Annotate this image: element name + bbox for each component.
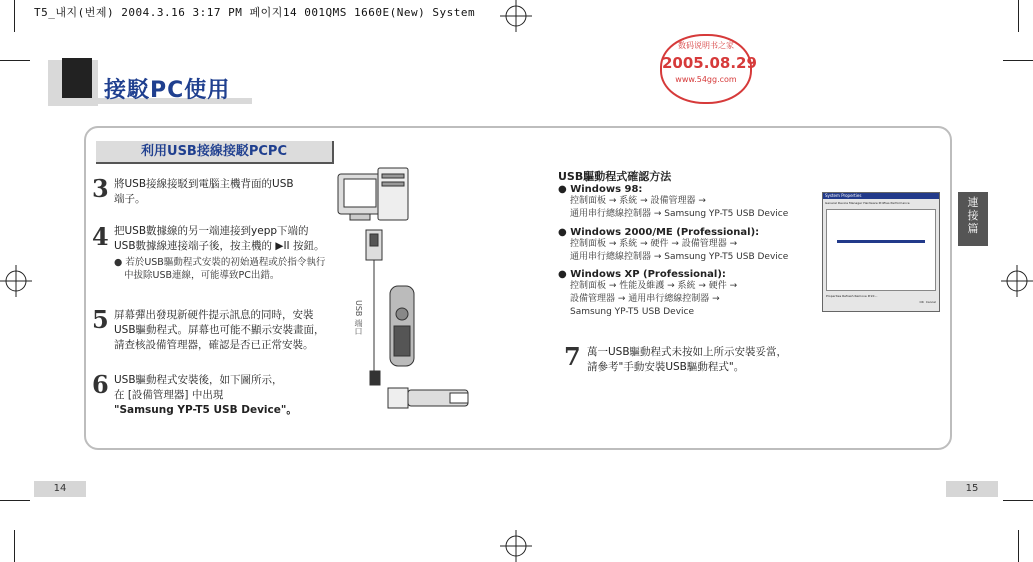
dialog-tab-device-manager: Device Manager xyxy=(837,201,863,205)
os-winxp-name: Windows XP (Professional): xyxy=(570,269,726,280)
step-5-line-3: 請查核設備管理器，確認是否已正常安裝。 xyxy=(114,339,314,351)
step-5-number: 5 xyxy=(92,305,109,334)
step-6-line-2: 在 [設備管理器] 中出現 xyxy=(114,389,224,401)
os-win2000-name: Windows 2000/ME (Professional): xyxy=(570,227,760,238)
step-4-note xyxy=(114,256,325,282)
os-win98: ● Windows 98: 控制面板 → 系統 → 設備管理器 → 通用串行總線控制器 → Samsung YP-T5 USB Device xyxy=(558,184,789,219)
dialog-properties-button: Properties xyxy=(826,294,842,298)
usb-check-title: USB驅動程式確認方法 xyxy=(558,170,672,183)
step-3-number: 3 xyxy=(92,174,109,203)
step-4-number: 4 xyxy=(92,222,109,251)
os-winxp: ● Windows XP (Professional): 控制面板 → 性能及維護 → 系統 → 硬件 → 設備管理器 → 通用串行總線控制器 → Samsung YP-T5 USB Device xyxy=(558,269,738,317)
page-title: 接駁PC使用 xyxy=(104,78,231,103)
dialog-refresh-button: Refresh xyxy=(842,294,854,298)
section-tab-char-3: 篇 xyxy=(967,222,979,235)
stamp-site: 数码说明书之家 xyxy=(678,41,734,50)
dialog-ok-button: OK xyxy=(919,300,924,304)
winxp-path-1: 控制面板 → 性能及維護 → 系統 → 硬件 → xyxy=(570,281,738,291)
dialog-tab-general: General xyxy=(825,201,837,205)
page-number-left: 14 xyxy=(34,481,86,497)
step-7-line-2: 請參考"手動安裝USB驅動程式"。 xyxy=(587,361,745,373)
print-header: T5_내지(번제) 2004.3.16 3:17 PM 페이지14 001QMS 1660E(New) System xyxy=(34,6,476,19)
step-6-line-3: "Samsung YP-T5 USB Device"。 xyxy=(114,404,297,416)
step-6-line-1: USB驅動程式安裝後，如下圖所示， xyxy=(114,374,283,386)
device-tree xyxy=(826,209,936,291)
dialog-cancel-button: Cancel xyxy=(925,300,936,304)
section-tab-char-1: 連 xyxy=(967,196,979,209)
section-tab xyxy=(958,192,988,246)
dialog-remove-button: Remove xyxy=(854,294,867,298)
section-tab-char-2: 接 xyxy=(967,209,979,222)
step-7-text xyxy=(587,345,787,375)
step-6-number: 6 xyxy=(92,370,109,399)
note-line-1: ● 若於USB驅動程式安裝的初始過程或於指令執行 xyxy=(114,257,326,268)
stamp-url: www.54gg.com xyxy=(675,75,737,84)
os-win98-name: Windows 98: xyxy=(570,184,643,195)
win98-path-1: 控制面板 → 系統 → 設備管理器 → xyxy=(570,196,706,206)
dialog-tab-performance: Performance xyxy=(890,201,910,205)
note-text-2: 中拔除USB連線，可能導致PC出錯。 xyxy=(124,270,280,281)
note-text-1: 若於USB驅動程式安裝的初始過程或於指令執行 xyxy=(125,257,326,268)
system-properties-dialog xyxy=(822,192,940,312)
step-5-line-1: 屏幕彈出發現新硬件提示訊息的同時，安裝 xyxy=(114,309,314,321)
os-win2000: ● Windows 2000/ME (Professional): 控制面板 → 系統 → 硬件 → 設備管理器 → 通用串行總線控制器 → Samsung YP-T5 USB Device xyxy=(558,227,789,262)
step-4-line-2: USB數據線連接端子後，按主機的 ▶II 按鈕。 xyxy=(114,240,325,252)
win2000-path-1: 控制面板 → 系統 → 硬件 → 設備管理器 → xyxy=(570,239,738,249)
title-block xyxy=(62,58,92,98)
device-port-label: USB 端口 xyxy=(354,300,363,335)
step-4-text xyxy=(114,224,325,254)
step-3-line-2: 端子。 xyxy=(114,193,146,205)
winxp-path-3: Samsung YP-T5 USB Device xyxy=(570,307,695,317)
dialog-footer xyxy=(823,299,939,305)
dialog-tabs xyxy=(823,199,939,207)
win98-path-2: 通用串行總線控制器 → Samsung YP-T5 USB Device xyxy=(570,209,789,219)
dialog-print-button: Print... xyxy=(867,294,878,298)
step-7-number: 7 xyxy=(564,342,581,371)
selected-device-row xyxy=(837,240,925,243)
win2000-path-2: 通用串行總線控制器 → Samsung YP-T5 USB Device xyxy=(570,252,789,262)
step-5-line-2: USB驅動程式。屏幕也可能不顯示安裝畫面， xyxy=(114,324,325,336)
step-6-text xyxy=(114,373,297,418)
dialog-titlebar: System Properties xyxy=(823,193,939,199)
dialog-tab-hardware-profiles: Hardware Profiles xyxy=(863,201,890,205)
winxp-path-2: 設備管理器 → 通用串行總線控制器 → xyxy=(570,294,720,304)
step-5-text xyxy=(114,308,325,353)
step-7-line-1: 萬一USB驅動程式未按如上所示安裝妥當， xyxy=(587,346,788,358)
step-3-line-1: 將USB接線接駁到電腦主機背面的USB xyxy=(114,178,294,190)
step-4-line-1: 把USB數據線的另一端連接到yepp下端的 xyxy=(114,225,309,237)
page-number-right: 15 xyxy=(946,481,998,497)
date-stamp xyxy=(660,34,757,104)
stamp-date: 2005.08.29 xyxy=(662,54,757,72)
device-illustration xyxy=(330,166,480,416)
step-3-text xyxy=(114,177,294,207)
section-heading: 利用USB接線接駁PCPC xyxy=(96,141,334,164)
